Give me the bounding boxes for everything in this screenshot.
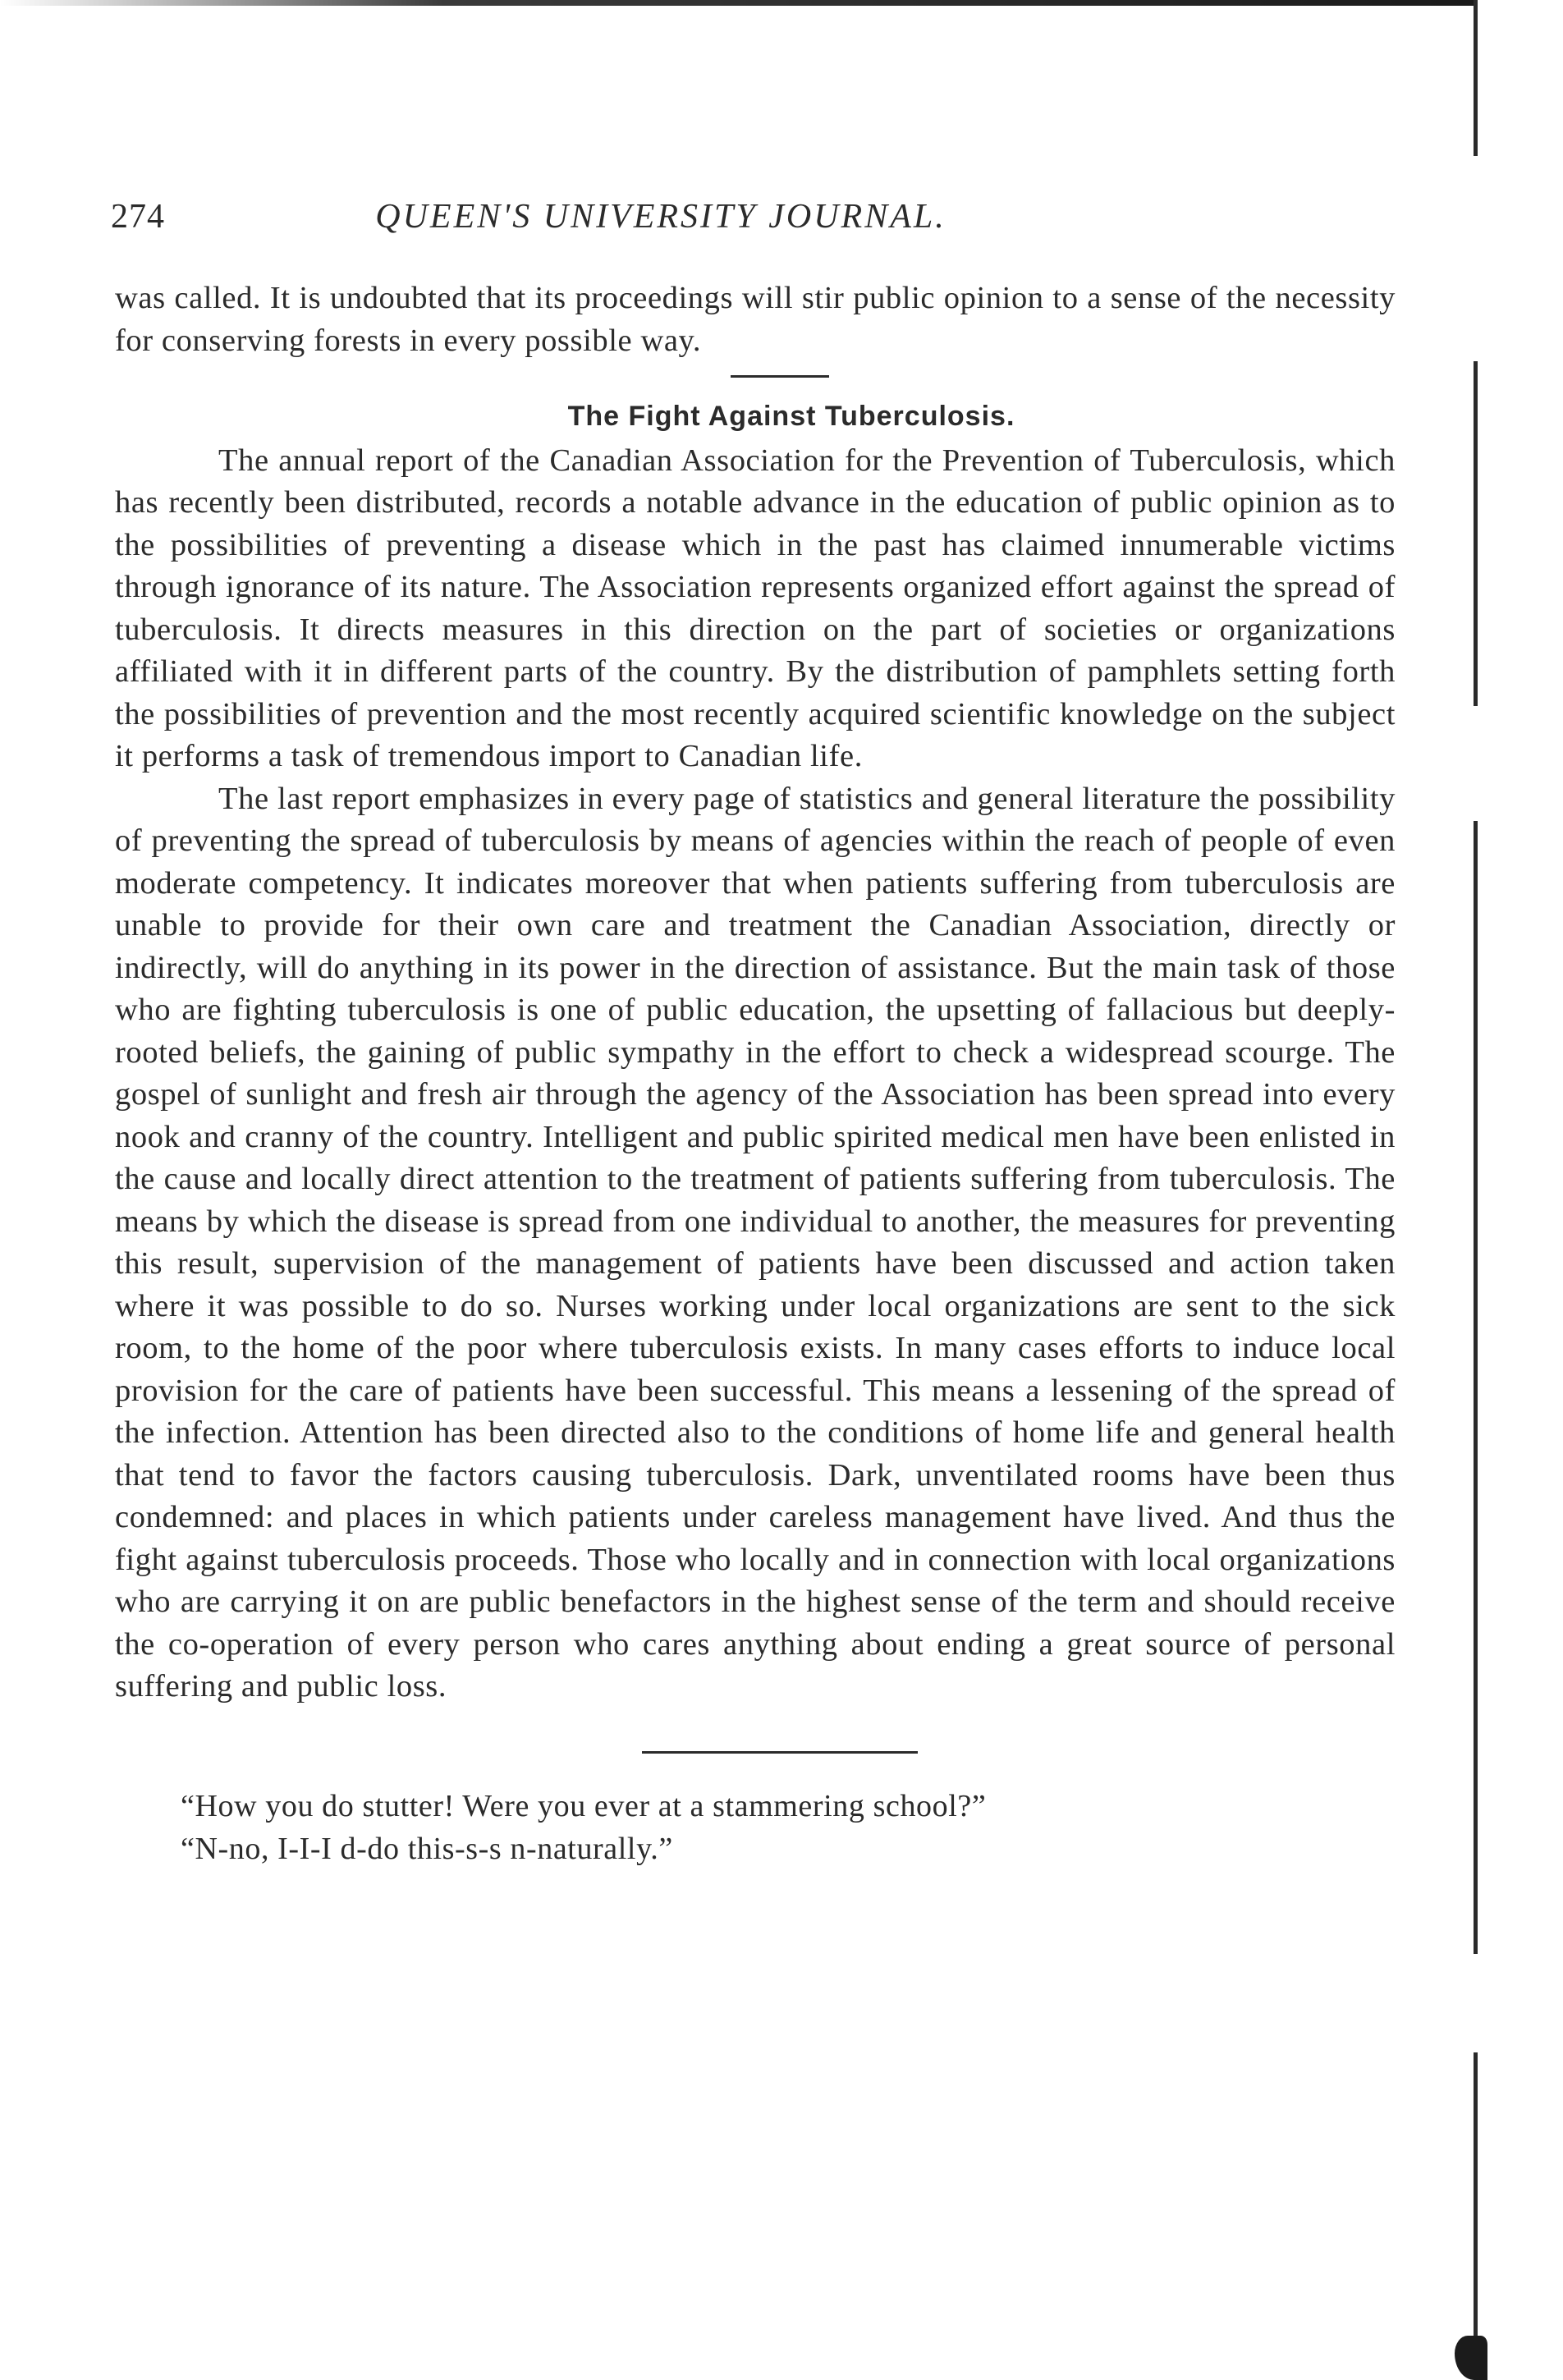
corner-ink-blot — [1455, 2336, 1487, 2380]
right-edge-gap — [1472, 706, 1479, 821]
right-edge-gap — [1472, 156, 1479, 361]
joke-block — [115, 1785, 1396, 1870]
running-head — [111, 197, 1457, 246]
section-divider — [731, 375, 829, 378]
joke-line-1: “How you do stutter! Were you ever at a stammering school?” — [181, 1788, 987, 1823]
article-heading: The Fight Against Tuberculosis. — [567, 401, 1015, 432]
article-body — [115, 277, 1396, 1870]
top-edge-rule — [0, 0, 1478, 6]
page-number: 274 — [111, 198, 165, 236]
joke-divider — [642, 1751, 918, 1754]
right-edge-gap — [1472, 1954, 1479, 2052]
journal-title: QUEEN'S UNIVERSITY JOURNAL. — [375, 198, 947, 236]
article-paragraph-2: The last report emphasizes in every page of statistics and general literature the possibility of preventing the spread of tuberculosis by means of agencies within the reach of people of even moderate competency. It indicates moreover that when patients suffering from tuberculosis are unable to provide for their own care and treatment the Canadian Association, directly or indirectly, will do anything in its power in the direction of assistance. But the main task of those who are fighting tuberculosis is one of public education, the upsetting of fallacious but deeply-rooted beliefs, the gaining of public sympathy in the effort to check a widespread scourge. The gospel of sunlight and fresh air through the agency of the Association has been spread into every nook and cranny of the country. Intelligent and public spirited medical men have been enlisted in the cause and locally direct attention to the treatment of patients suffering from tuberculosis. The means by which the disease is spread from one individual to another, the measures for preventing this result, supervision of the management of patients have been discussed and action taken where it was possible to do so. Nurses working under local organizations are sent to the sick room, to the home of the poor where tuberculosis exists. In many cases efforts to induce local provision for the care of patients have been successful. This means a lessening of the spread of the infection. Attention has been directed also to the conditions of home life and general health that tend to favor the factors causing tuberculosis. Dark, unventilated rooms have been thus condemned: and places in which patients under careless management have lived. And thus the fight against tuberculosis proceeds. Those who locally and in connection with local organizations who are carrying it on are public benefactors in the highest sense of the term and should receive the co-operation of every person who cares anything about ending a great source of personal suffering and public loss. — [115, 781, 1396, 1704]
article-paragraph-1: The annual report of the Canadian Association for the Prevention of Tuberculosis, which has recently been distributed, records a notable advance in the education of public opinion as to the possibilities of preventing a disease which in the past has claimed innumerable victims through ignorance of its nature. The Association represents organized effort against the spread of tuberculosis. It directs measures in this direction on the part of societies or organizations affiliated with it in different parts of the country. By the distribution of pamphlets setting forth the possibilities of prevention and the most recently acquired scientific knowledge on the subject it performs a task of tremendous import to Canadian life. — [115, 443, 1396, 773]
joke-line-2: “N-no, I-I-I d-do this-s-s n-naturally.” — [181, 1831, 673, 1866]
intro-paragraph: was called. It is undoubted that its proceedings will stir public opinion to a sense of the necessity for conserving forests in every possible way. — [115, 281, 1396, 358]
